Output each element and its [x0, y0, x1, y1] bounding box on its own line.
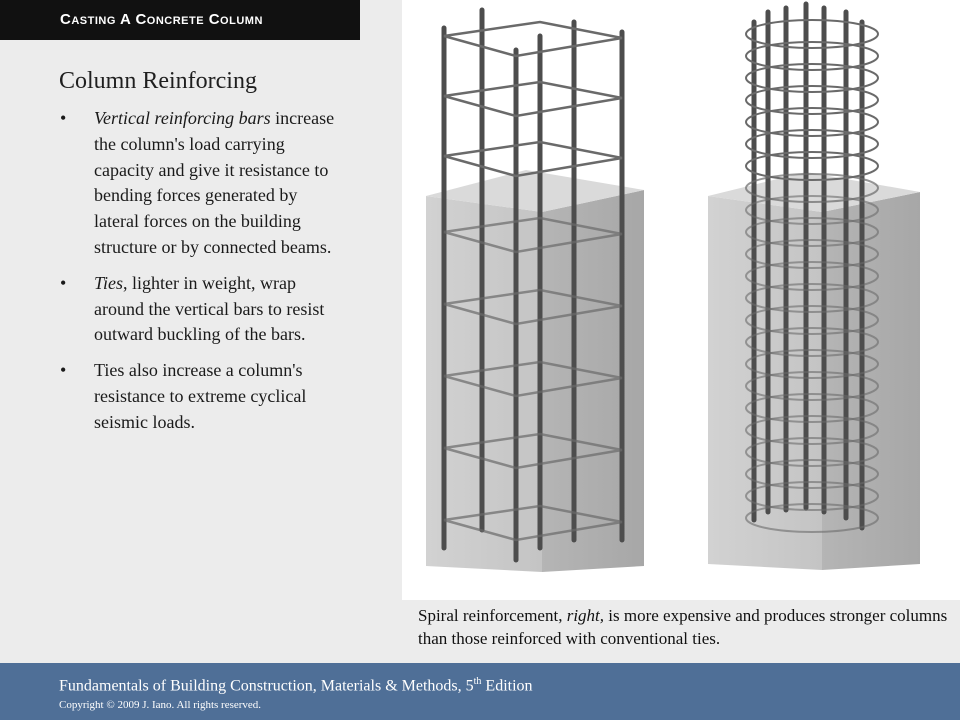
section-heading: Column Reinforcing [59, 68, 257, 94]
slide-title: Casting A Concrete Column [0, 0, 360, 40]
figure-caption [418, 604, 953, 650]
caption-italic: right, [566, 606, 605, 625]
footer-edition: Edition [481, 677, 533, 695]
footer-sup: th [473, 676, 482, 687]
tied-column-illustration [426, 10, 644, 572]
bullet-item [58, 106, 338, 261]
concrete-face-side [542, 190, 644, 572]
spiral-column-illustration [708, 4, 920, 570]
figure-panel [402, 0, 960, 600]
bullet-icon: • [60, 108, 67, 128]
footer-book-title: Fundamentals of Building Construction, Materials & Methods, 5 [59, 677, 474, 695]
caption-text: is more expensive and produces stronger columns than those reinforced with conventional ties. [418, 606, 948, 648]
concrete-face-side [822, 192, 920, 570]
bullet-icon: • [60, 272, 67, 293]
bullet-lead: Vertical reinforcing bars [94, 108, 271, 128]
footer-title [59, 676, 533, 695]
bullet-text: Ties also increase a column's resistance to extreme cyclical seismic loads. [94, 360, 307, 432]
bullet-lead: Ties [94, 272, 124, 293]
bullet-item [58, 271, 338, 348]
footer-copyright: Copyright © 2009 J. Iano. All rights reserved. [59, 699, 262, 711]
bullet-text: , lighter in weight, wrap around the vertical bars to resist outward buckling of the bars. [94, 272, 325, 345]
bullet-text: increase the column's load carrying capacity and give it resistance to bending forces generated by lateral forces on the building structure or by connected beams. [94, 108, 335, 257]
bullet-icon: • [60, 360, 67, 381]
bullet-list [58, 106, 338, 446]
column-illustration [402, 0, 960, 600]
bullet-item [58, 358, 338, 435]
footer-bar [0, 663, 960, 720]
caption-text: Spiral reinforcement, [418, 606, 567, 625]
